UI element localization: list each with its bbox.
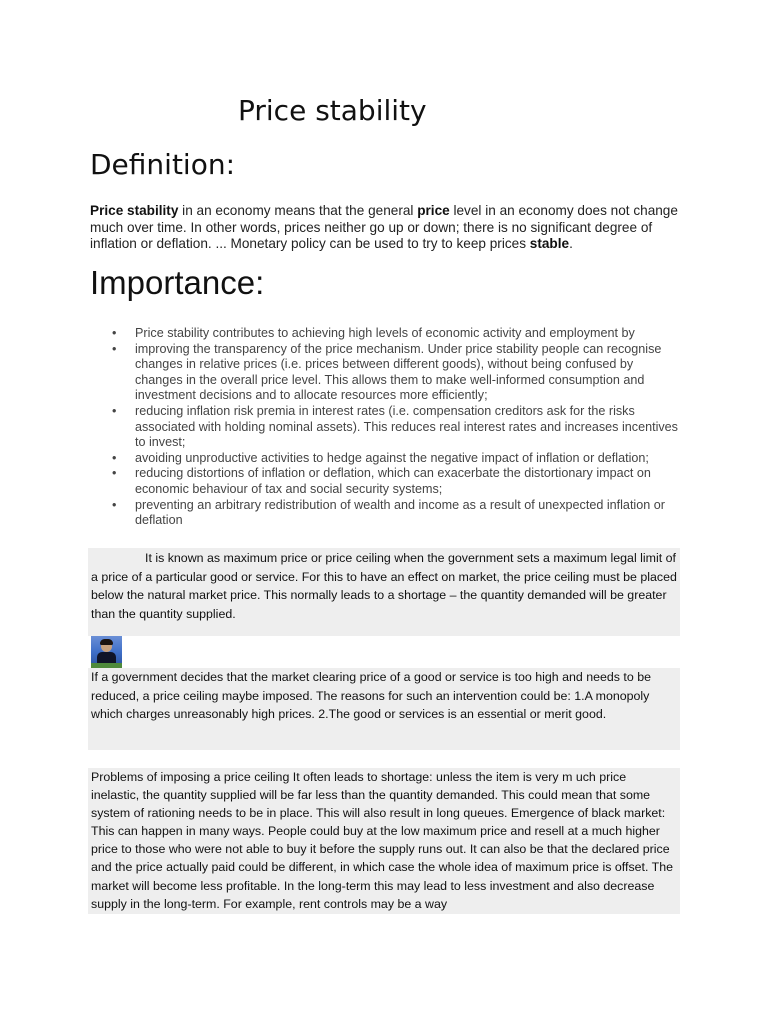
definition-text-segment: in an economy means that the general xyxy=(178,203,418,218)
bullet-item: • reducing inflation risk premia in interest rates (i.e. compensation creditors ask for the risks associated with holding nominal assets). This reduces real interest rates and increases incentives to invest; xyxy=(112,404,682,451)
importance-bullet-list xyxy=(112,326,682,529)
bullet-item: • avoiding unproductive activities to hedge against the negative impact of inflation or deflation; xyxy=(112,451,682,467)
bullet-item: • preventing an arbitrary redistribution of wealth and income as a result of unexpected inflation or deflation xyxy=(112,498,682,529)
avatar-hair xyxy=(100,639,113,645)
price-ceiling-definition-text: It is known as maximum price or price ceiling when the government sets a maximum legal limit of a price of a particular good or service. For this to have an effect on market, the price ceiling must be placed below the natural market price. This normally leads to a shortage – the quantity demanded will be greater than the quantity supplied. xyxy=(91,551,677,621)
price-ceiling-definition-box xyxy=(88,548,680,636)
bullet-item: • Price stability contributes to achieving high levels of economic activity and employment by xyxy=(112,326,682,342)
definition-text-segment: level in an economy does not change much over time. In other words, prices neither go up or down; there is no significant degree of inflation or deflation. ... Monetary policy can be used to try to keep prices xyxy=(90,203,678,251)
price-ceiling-reasons-box: If a government decides that the market clearing price of a good or service is too high and needs to be reduced, a price ceiling maybe imposed. The reasons for such an intervention could be: 1.A monopoly which charges unreasonably high prices. 2.The good or services is an essential or merit good. xyxy=(88,668,680,750)
bullet-item: • improving the transparency of the price mechanism. Under price stability people can recognise changes in relative prices (i.e. prices between different goods), without being confused by changes in the overall price level. This allows them to make well-informed consumption and investment decisions and to allocate resources more efficiently; xyxy=(112,342,682,404)
bullet-item: • reducing distortions of inflation or deflation, which can exacerbate the distortionary impact on economic behaviour of tax and social security systems; xyxy=(112,466,682,497)
price-ceiling-problems-box: Problems of imposing a price ceiling It often leads to shortage: unless the item is very m uch price inelastic, the quantity supplied will be far less than the quantity demanded. This could mean that some system of rationing needs to be in place. This will also result in long queues. Emergence of black market: This can happen in many ways. People could buy at the low maximum price and resell at a much higher price to those who were not able to buy it before the supply runs out. It can also be that the declared price and the price actually paid could be different, in which case the whole idea of maximum price is offset. The market will become less profitable. In the long-term this may lead to less investment and also decrease supply in the long-term. For example, rent controls may be a way xyxy=(88,768,680,914)
definition-text-segment: . xyxy=(569,236,573,251)
definition-heading: Definition: xyxy=(90,148,236,181)
definition-bold-term: Price stability xyxy=(90,203,179,218)
importance-heading: Importance: xyxy=(90,264,265,301)
definition-bold-term: stable xyxy=(529,236,570,251)
page-title: Price stability xyxy=(238,94,427,127)
user-avatar-photo xyxy=(91,636,122,668)
definition-paragraph xyxy=(90,203,680,253)
definition-bold-term: price xyxy=(417,203,450,218)
